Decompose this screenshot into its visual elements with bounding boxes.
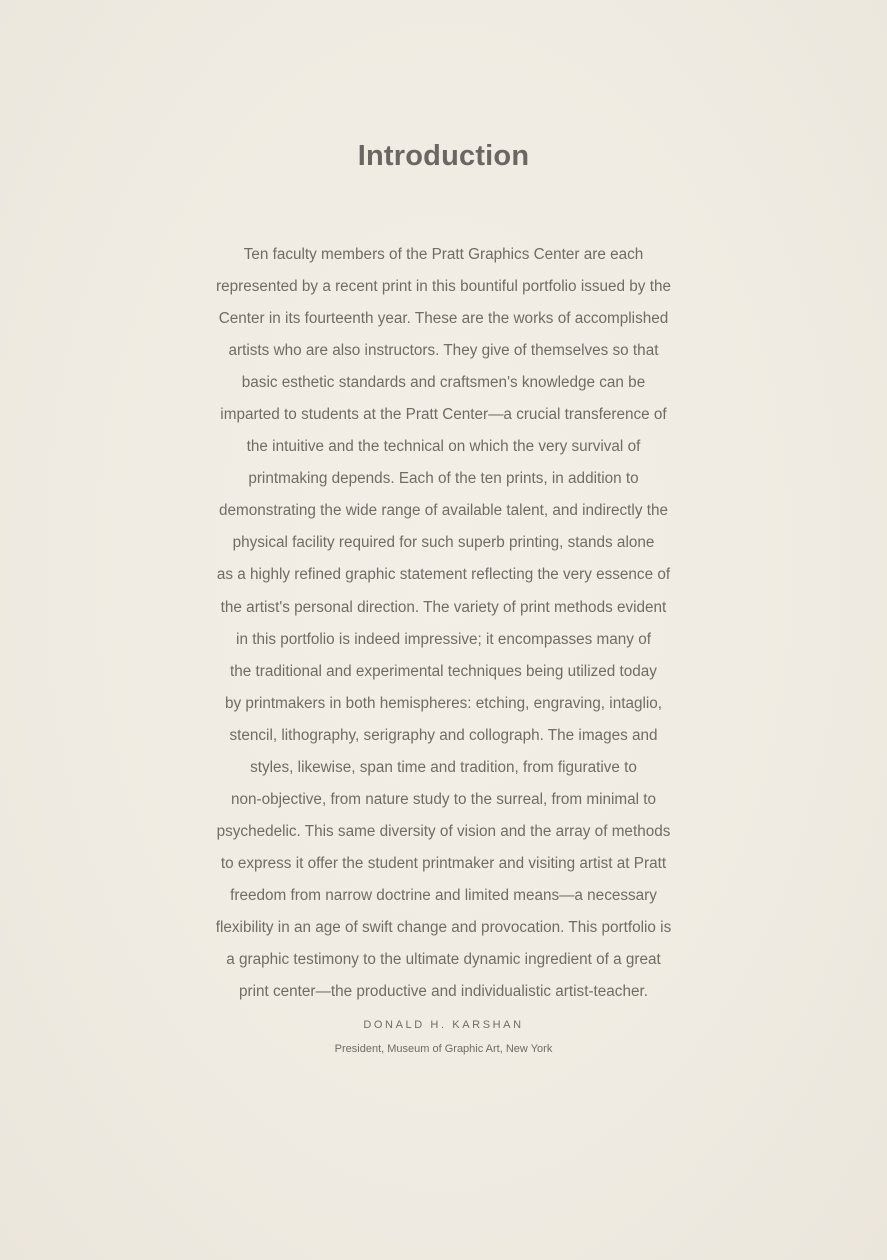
paragraph-line: Ten faculty members of the Pratt Graphics Center are each	[243, 246, 644, 263]
paragraph-line: styles, likewise, span time and tradition, from figurative to	[250, 758, 637, 776]
introduction-paragraph	[140, 239, 747, 1008]
author-name: DONALD H. KARSHAN	[363, 1019, 524, 1031]
paragraph-line: print center—the productive and individualistic artist-teacher.	[239, 983, 648, 1001]
paragraph-line: demonstrating the wide range of available talent, and indirectly the	[219, 502, 668, 520]
page-title: Introduction	[357, 140, 530, 172]
paragraph-line: Center in its fourteenth year. These are the works of accomplished	[218, 310, 669, 328]
paragraph-line: by printmakers in both hemispheres: etching, engraving, intaglio,	[224, 694, 663, 712]
paragraph-line: a graphic testimony to the ultimate dynamic ingredient of a great	[226, 951, 661, 969]
paragraph-line: basic esthetic standards and craftsmen's knowledge can be	[241, 374, 646, 392]
paragraph-line: the intuitive and the technical on which the very survival of	[246, 438, 641, 456]
paragraph-line: represented by a recent print in this bountiful portfolio issued by the	[216, 278, 671, 296]
paragraph-line: printmaking depends. Each of the ten prints, in addition to	[248, 470, 639, 488]
paragraph-line: physical facility required for such superb printing, stands alone	[232, 534, 655, 552]
paragraph-line: the artist's personal direction. The variety of print methods evident	[220, 598, 667, 616]
paragraph-line: imparted to students at the Pratt Center—a crucial transference of	[220, 406, 667, 424]
paragraph-line: freedom from narrow doctrine and limited means—a necessary	[230, 886, 657, 904]
author-position: President, Museum of Graphic Art, New York	[334, 1043, 553, 1055]
paragraph-line: psychedelic. This same diversity of vision and the array of methods	[216, 822, 671, 840]
paragraph-line: artists who are also instructors. They give of themselves so that	[228, 342, 659, 360]
paragraph-line: the traditional and experimental techniques being utilized today	[230, 662, 657, 680]
paragraph-line: stencil, lithography, serigraphy and collograph. The images and	[229, 726, 658, 744]
paragraph-line: non-objective, from nature study to the surreal, from minimal to	[230, 790, 657, 808]
paragraph-line: flexibility in an age of swift change and provocation. This portfolio is	[215, 918, 672, 936]
paragraph-line: in this portfolio is indeed impressive; it encompasses many of	[236, 630, 651, 648]
paragraph-line: to express it offer the student printmaker and visiting artist at Pratt	[220, 854, 667, 872]
paragraph-line: as a highly refined graphic statement reflecting the very essence of	[216, 566, 671, 584]
